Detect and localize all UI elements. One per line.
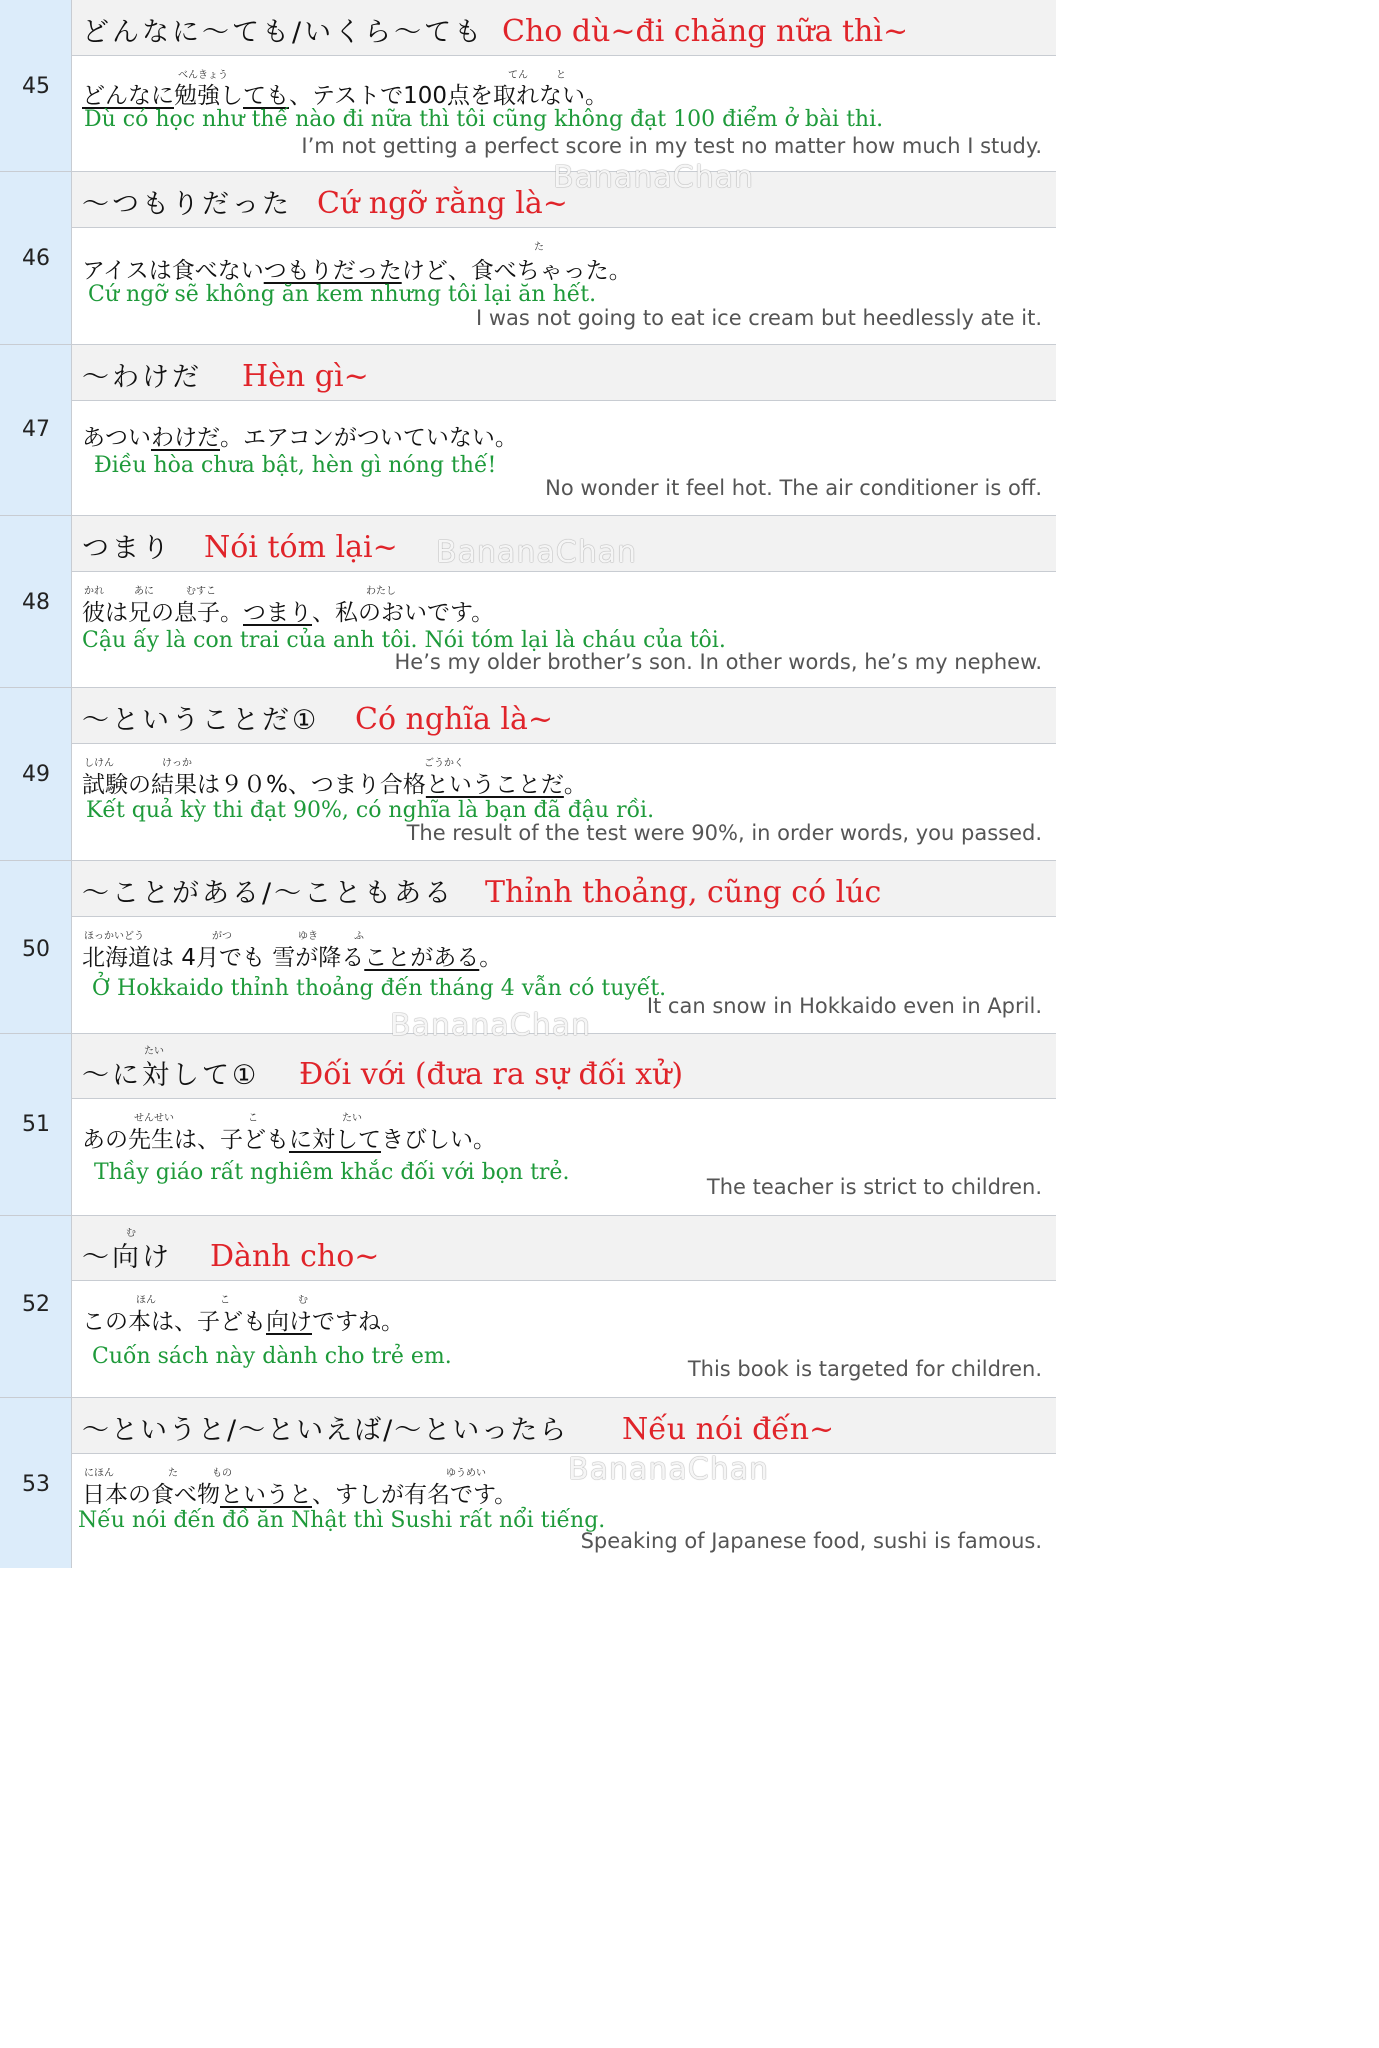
grammar-highlight: わけだ (151, 425, 220, 451)
english-translation: The teacher is strict to children. (706, 1175, 1042, 1199)
grammar-pattern: つまり (82, 533, 172, 564)
entry-number: 52 (22, 1292, 50, 1317)
japanese-example: あの先生は、子どもに対してきびしい。 (82, 1127, 496, 1153)
entry-number: 48 (22, 590, 50, 615)
number-cell (0, 861, 72, 1033)
japanese-example: あついわけだ。エアコンがついていない。 (82, 425, 518, 451)
japanese-example: どんなに勉強しても、テストで100点を取れない。 (82, 83, 608, 109)
grammar-highlight: というと (220, 1482, 312, 1508)
furigana: ゆき (298, 931, 318, 942)
pattern-meaning: Cứ ngỡ rằng là~ (317, 186, 568, 221)
furigana: けっか (162, 758, 192, 769)
furigana: むすこ (186, 586, 216, 597)
english-translation: No wonder it feel hot. The air conditioner is off. (545, 476, 1042, 500)
furigana: ほん (136, 1295, 156, 1306)
pattern-meaning: Đối với (đưa ra sự đối xử) (299, 1057, 684, 1092)
watermark: BananaChan (553, 160, 755, 195)
watermark: BananaChan (436, 535, 638, 570)
furigana: わたし (366, 586, 396, 597)
japanese-example: 試験の結果は９０%、つまり合格ということだ。 (82, 772, 587, 798)
number-cell (0, 1216, 72, 1397)
pattern-header (72, 1034, 1056, 1099)
vietnamese-translation: Cứ ngỡ sẽ không ăn kem nhưng tôi lại ăn hết. (88, 282, 597, 307)
pattern-meaning: Có nghĩa là~ (355, 702, 554, 737)
entry-row (0, 1398, 1056, 1568)
grammar-pattern: 〜ことがある/〜こともある (82, 878, 455, 909)
grammar-pattern: 〜わけだ (82, 362, 202, 393)
entry-number: 53 (22, 1472, 50, 1497)
furigana: ごうかく (424, 758, 464, 769)
furigana: かれ (84, 586, 104, 597)
number-cell (0, 1034, 72, 1215)
grammar-highlight: どんなに (82, 83, 174, 109)
pattern-meaning: Cho dù~đi chăng nữa thì~ (502, 14, 909, 49)
pattern-header (72, 1216, 1056, 1281)
grammar-pattern: どんなに〜ても/いくら〜ても (82, 17, 485, 48)
japanese-example: 彼は兄の息子。つまり、私のおいです。 (82, 600, 495, 626)
grammar-pattern: 〜向け (82, 1242, 172, 1273)
grammar-pattern: 〜に対して① (82, 1060, 260, 1091)
furigana: てん (508, 70, 528, 81)
grammar-highlight: ても (243, 83, 289, 109)
grammar-pattern: 〜というと/〜といえば/〜といったら (82, 1415, 569, 1446)
furigana: しけん (84, 758, 114, 769)
furigana: にほん (84, 1468, 114, 1479)
furigana: む (126, 1228, 136, 1239)
furigana: ほっかいどう (84, 931, 144, 942)
number-cell (0, 1398, 72, 1568)
grammar-highlight: ということだ (425, 772, 564, 798)
number-cell (0, 0, 72, 171)
number-cell (0, 345, 72, 515)
vietnamese-translation: Ở Hokkaido thỉnh thoảng đến tháng 4 vẫn có tuyết. (92, 976, 667, 1001)
furigana: ゆうめい (446, 1468, 486, 1479)
entry-number: 46 (22, 246, 50, 271)
english-translation: I was not going to eat ice cream but heedlessly ate it. (475, 306, 1042, 330)
furigana: もの (212, 1468, 232, 1479)
english-translation: I’m not getting a perfect score in my test no matter how much I study. (301, 134, 1042, 158)
english-translation: The result of the test were 90%, in order words, you passed. (406, 821, 1042, 845)
pattern-meaning: Hèn gì~ (242, 359, 369, 394)
japanese-example: 北海道は 4月でも 雪が降ることがある。 (82, 945, 503, 971)
furigana: む (298, 1295, 308, 1306)
vietnamese-translation: Cuốn sách này dành cho trẻ em. (92, 1344, 452, 1369)
furigana: た (534, 242, 544, 253)
pattern-header (72, 1398, 1056, 1454)
furigana: と (556, 70, 566, 81)
watermark: BananaChan (568, 1452, 770, 1487)
number-cell (0, 688, 72, 860)
english-translation: He’s my older brother’s son. In other words, he’s my nephew. (394, 650, 1042, 674)
vietnamese-translation: Nếu nói đến đồ ăn Nhật thì Sushi rất nổi tiếng. (78, 1508, 606, 1533)
entry-number: 51 (22, 1112, 50, 1137)
pattern-header (72, 688, 1056, 744)
entry-row (0, 0, 1056, 172)
entry-row (0, 688, 1056, 861)
vietnamese-translation: Dù có học như thế nào đi nữa thì tôi cũng không đạt 100 điểm ở bài thi. (84, 107, 884, 132)
furigana: べんきょう (178, 70, 228, 81)
furigana: あに (134, 586, 154, 597)
grammar-highlight: ことがある (364, 945, 480, 971)
pattern-meaning: Thỉnh thoảng, cũng có lúc (485, 875, 882, 910)
furigana: がつ (212, 931, 232, 942)
watermark: BananaChan (390, 1008, 592, 1043)
entry-number: 49 (22, 762, 50, 787)
vietnamese-translation: Thầy giáo rất nghiêm khắc đối với bọn trẻ. (94, 1160, 570, 1185)
pattern-meaning: Nói tóm lại~ (204, 530, 398, 565)
furigana: こ (220, 1295, 230, 1306)
entry-number: 50 (22, 937, 50, 962)
entry-row (0, 1216, 1056, 1398)
japanese-example: この本は、子ども向けですね。 (82, 1309, 404, 1335)
entry-row (0, 1034, 1056, 1216)
english-translation: This book is targeted for children. (687, 1357, 1042, 1381)
entry-number: 45 (22, 74, 50, 99)
entry-row (0, 345, 1056, 516)
japanese-example: 日本の食べ物というと、すしが有名です。 (82, 1482, 518, 1508)
grammar-pattern: 〜ということだ① (82, 705, 320, 736)
grammar-pattern: 〜つもりだった (82, 189, 292, 220)
grammar-highlight: に対して (289, 1127, 381, 1153)
pattern-header (72, 0, 1056, 56)
english-translation: It can snow in Hokkaido even in April. (646, 994, 1042, 1018)
furigana: ふ (354, 931, 364, 942)
grammar-highlight: 向け (266, 1309, 312, 1335)
furigana: たい (342, 1113, 362, 1124)
pattern-meaning: Nếu nói đến~ (622, 1412, 835, 1447)
vietnamese-translation: Điều hòa chưa bật, hèn gì nóng thế! (94, 453, 497, 478)
pattern-meaning: Dành cho~ (210, 1239, 380, 1274)
entry-row (0, 172, 1056, 345)
furigana: こ (248, 1113, 258, 1124)
vietnamese-translation: Cậu ấy là con trai của anh tôi. Nói tóm lại là cháu của tôi. (82, 628, 726, 653)
japanese-example: アイスは食べないつもりだったけど、食べちゃった。 (82, 258, 632, 284)
furigana: た (168, 1468, 178, 1479)
english-translation: Speaking of Japanese food, sushi is famous. (580, 1529, 1042, 1553)
pattern-header (72, 861, 1056, 917)
furigana: せんせい (134, 1113, 174, 1124)
vietnamese-translation: Kết quả kỳ thi đạt 90%, có nghĩa là bạn đã đậu rồi. (86, 798, 655, 823)
number-cell (0, 516, 72, 687)
furigana: たい (144, 1046, 164, 1057)
grammar-highlight: つもりだった (263, 258, 402, 284)
grammar-highlight: つまり (243, 600, 312, 626)
entry-number: 47 (22, 417, 50, 442)
number-cell (0, 172, 72, 344)
pattern-header (72, 345, 1056, 401)
